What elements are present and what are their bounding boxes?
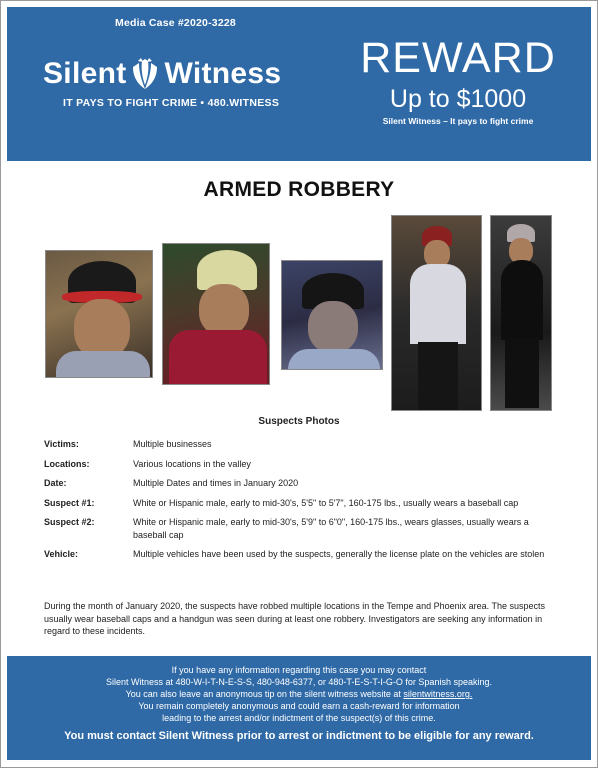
detail-row-date [44,477,564,490]
case-details [44,438,564,568]
footer-line-5: leading to the arrest and/or indictment of the suspect(s) of this crime. [162,713,436,723]
brand-left-text: Silent [43,57,127,90]
suspect-photo-5 [490,215,552,411]
tagline: IT PAYS TO FIGHT CRIME • 480.WITNESS [63,97,280,109]
detail-label: Suspect #2: [44,517,95,527]
footer-final-notice: You must contact Silent Witness prior to arrest or indictment to be eligible for any reward. [64,730,534,742]
detail-label: Vehicle: [44,549,79,559]
brand-logo [43,57,281,91]
detail-label: Date: [44,478,67,488]
detail-value: Multiple businesses [133,439,212,449]
suspect-photo-1 [45,250,153,378]
detail-label: Locations: [44,458,90,469]
suspect-photo-4 [391,215,482,411]
detail-value: White or Hispanic male, early to mid-30's, 5'9" to 6"0", 160-175 lbs., wears glasses, usually wears a baseball cap [133,517,529,540]
reward-amount: Up to $1000 [389,85,527,113]
detail-value: Multiple Dates and times in January 2020 [133,478,299,488]
website-link[interactable]: silentwitness.org. [403,689,473,699]
page-title: ARMED ROBBERY [203,178,395,201]
footer-line-3-text: You can also leave an anonymous tip on the silent witness website at [125,689,404,699]
footer-line-3 [7,688,591,700]
detail-value: White or Hispanic male, early to mid-30's, 5'5" to 5'7", 160-175 lbs., usually wears a baseball cap [133,497,519,508]
media-case-number: Media Case #2020-3228 [115,17,236,29]
detail-value: Multiple vehicles have been used by the suspects, generally the license plate on the vehicles are stolen [133,549,545,559]
case-summary: During the month of January 2020, the suspects have robbed multiple locations in the Tempe and Phoenix area. The suspects usually wear baseball caps and a handgun was seen during at least one robbery. Investigators are seeking any information in regard to these incidents. [44,601,545,636]
footer-line-4: You remain completely anonymous and could earn a cash-reward for information [138,701,460,711]
detail-value: Various locations in the valley [133,458,251,469]
detail-row-locations [44,458,564,471]
footer-line-1: If you have any information regarding this case you may contact [171,665,427,675]
header-banner [7,7,591,161]
detail-row-victims [44,438,564,451]
brand-right-text: Witness [164,57,282,90]
detail-row-suspect-1 [44,497,564,510]
reward-subtitle: Silent Witness – It pays to fight crime [382,116,534,126]
detail-row-suspect-2 [44,516,564,541]
shield-leaf-icon [130,57,160,91]
photos-caption: Suspects Photos [258,416,340,427]
detail-row-vehicle [44,548,564,561]
footer-banner [7,656,591,760]
suspect-photo-2 [162,243,270,385]
reward-heading: REWARD [360,34,556,82]
detail-label: Victims: [44,439,79,449]
suspect-photo-3 [281,260,383,370]
detail-label: Suspect #1: [44,497,95,508]
footer-line-2: Silent Witness at 480-W-I-T-N-E-S-S, 480-948-6377, or 480-T-E-S-T-I-G-O for Spanish speaking. [106,677,492,687]
